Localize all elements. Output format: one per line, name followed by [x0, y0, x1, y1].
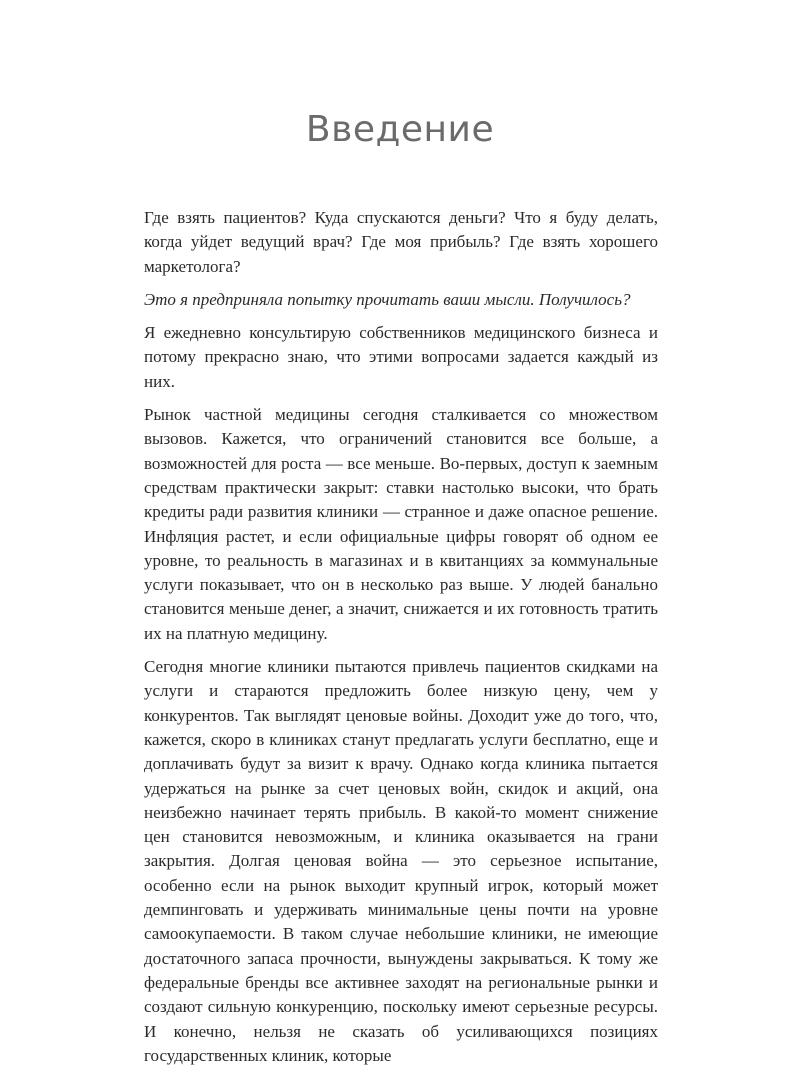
chapter-title: Введение — [305, 109, 495, 150]
paragraph-market-challenges: Рынок частной медицины сегодня сталкивается со множеством вызовов. Кажется, что ограничений становится все больше, а возможностей для роста — все меньше. Во-первых, доступ к заемным средствам практически закрыт: ставки настолько высоки, что брать кредиты ради развития клиники — странное и даже опасное решение. Инфляция растет, и если официальные цифры говорят об одном ее уровне, то реальность в магазинах и в квитанциях за коммунальные услуги показывает, что он в несколько раз выше. У людей банально становится меньше денег, а значит, снижается и их готовность тратить их на платную медицину. — [144, 405, 658, 643]
paragraph-mind-reading: Это я предприняла попытку прочитать ваши мысли. Получилось? — [144, 289, 631, 309]
paragraph-questions: Где взять пациентов? Куда спускаются деньги? Что я буду делать, когда уйдет ведущий врач? Где моя прибыль? Где взять хорошего маркетолога? — [144, 208, 658, 276]
paragraph-price-wars: Сегодня многие клиники пытаются привлечь пациентов скидками на услуги и стараются предложить более низкую цену, чем у конкурентов. Так выглядят ценовые войны. Доходит уже до того, что, кажется, скоро в клиниках станут предлагать услуги бесплатно, еще и доплачивать будут за визит к врачу. Однако когда клиника пытается удержаться на рынке за счет ценовых войн, скидок и акций, она неизбежно начинает терять прибыль. В какой-то момент снижение цен становится невозможным, и клиника оказывается на грани закрытия. Долгая ценовая война — это серьезное испытание, особенно если на рынок выходит крупный игрок, который может демпинговать и удерживать минимальные цены почти на уровне самоокупаемости. В таком случае небольшие клиники, не имеющие достаточного запаса прочности, вынуждены закрываться. К тому же федеральные бренды все активнее заходят на региональные рынки и создают сильную конкуренцию, поскольку имеют серьезные ресурсы. И конечно, нельзя не сказать об усиливающихся позициях государственных клиник, которые — [144, 657, 658, 1065]
chapter-body — [144, 206, 658, 1068]
paragraph-consulting: Я ежедневно консультирую собственников медицинского бизнеса и потому прекрасно знаю, что этими вопросами задается каждый из них. — [144, 323, 658, 391]
